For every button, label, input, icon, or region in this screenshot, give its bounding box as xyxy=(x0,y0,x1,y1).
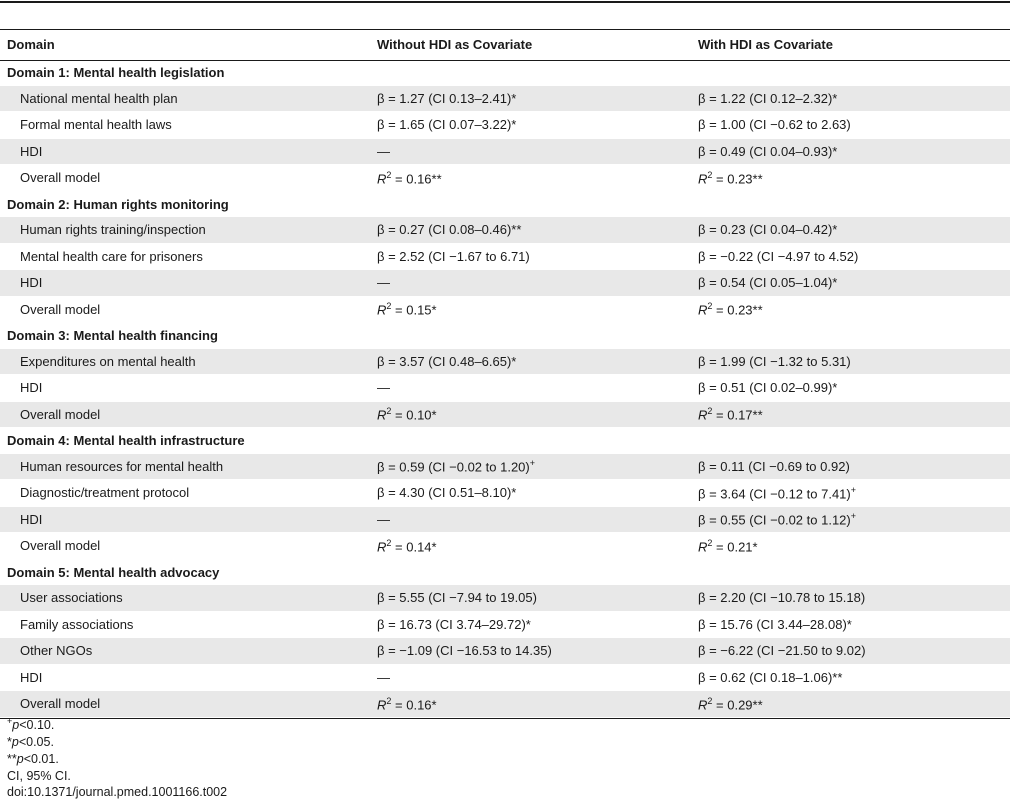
value-with-hdi: β = 0.49 (CI 0.04–0.93)* xyxy=(698,138,1010,165)
row-label: Formal mental health laws xyxy=(0,112,377,139)
value-with-hdi: β = 15.76 (CI 3.44–28.08)* xyxy=(698,611,1010,638)
value-without-hdi: — xyxy=(377,270,698,297)
row-label: HDI xyxy=(0,375,377,402)
value-without-hdi: $R^2 = 0.16*$ xyxy=(377,691,698,718)
table-row xyxy=(0,664,1010,691)
value-with-hdi: β = 0.62 (CI 0.18–1.06)** xyxy=(698,664,1010,691)
table-row xyxy=(0,217,1010,243)
row-label: Human rights training/inspection xyxy=(0,217,377,243)
value-without-hdi: β = 16.73 (CI 3.74–29.72)* xyxy=(377,611,698,638)
value-without-hdi: — xyxy=(377,375,698,402)
table-row xyxy=(0,165,1010,192)
row-label: Family associations xyxy=(0,611,377,638)
row-label: National mental health plan xyxy=(0,86,377,112)
row-label: Overall model xyxy=(0,296,377,323)
footnotes xyxy=(7,713,227,801)
table-row xyxy=(0,454,1010,480)
row-label: User associations xyxy=(0,585,377,611)
domain-title: Domain 3: Mental health financing xyxy=(7,328,218,344)
domain-title: Domain 1: Mental health legislation xyxy=(7,65,225,81)
header-domain: Domain xyxy=(7,37,55,52)
table-row xyxy=(0,349,1010,375)
table-row xyxy=(0,638,1010,665)
row-label: HDI xyxy=(0,138,377,165)
table-header-row xyxy=(0,29,1010,60)
value-with-hdi: β = 2.20 (CI −10.78 to 15.18) xyxy=(698,585,1010,611)
value-with-hdi: β = 1.99 (CI −1.32 to 5.31) xyxy=(698,349,1010,375)
row-label: Overall model xyxy=(0,165,377,192)
table-row xyxy=(0,533,1010,560)
domain-row-2 xyxy=(0,191,1010,217)
value-with-hdi: β = −6.22 (CI −21.50 to 9.02) xyxy=(698,638,1010,665)
footnote-p010: +p<0.10. xyxy=(7,716,55,733)
table-row xyxy=(0,86,1010,112)
domain-row-1 xyxy=(0,60,1010,86)
table-row xyxy=(0,243,1010,270)
value-with-hdi: β = −0.22 (CI −4.97 to 4.52) xyxy=(698,243,1010,270)
table-row xyxy=(0,401,1010,428)
row-label: Other NGOs xyxy=(0,638,377,665)
footnote-doi: doi:10.1371/journal.pmed.1001166.t002 xyxy=(7,785,228,800)
value-with-hdi: $R^2 = 0.23**$ xyxy=(698,165,1010,192)
value-with-hdi: β = 0.55 (CI −0.02 to 1.12)+ xyxy=(698,506,1010,533)
footnote-ci: CI, 95% CI. xyxy=(7,768,71,783)
table-row xyxy=(0,611,1010,638)
row-label: Expenditures on mental health xyxy=(0,349,377,375)
value-without-hdi: β = −1.09 (CI −16.53 to 14.35) xyxy=(377,638,698,665)
header-with-hdi: With HDI as Covariate xyxy=(698,37,833,52)
value-without-hdi: β = 2.52 (CI −1.67 to 6.71) xyxy=(377,243,698,270)
results-table xyxy=(0,29,1010,718)
value-with-hdi: β = 3.64 (CI −0.12 to 7.41)+ xyxy=(698,480,1010,507)
value-with-hdi: $R^2 = 0.17**$ xyxy=(698,401,1010,428)
footnote-p005: *p<0.05. xyxy=(7,734,54,749)
value-without-hdi: β = 1.27 (CI 0.13–2.41)* xyxy=(377,86,698,112)
table-row xyxy=(0,296,1010,323)
value-without-hdi: — xyxy=(377,664,698,691)
row-label: HDI xyxy=(0,506,377,533)
value-with-hdi: β = 0.54 (CI 0.05–1.04)* xyxy=(698,270,1010,297)
table-row xyxy=(0,585,1010,611)
value-with-hdi: $R^2 = 0.21*$ xyxy=(698,533,1010,560)
table-top-rule xyxy=(0,1,1010,3)
value-without-hdi: β = 0.27 (CI 0.08–0.46)** xyxy=(377,217,698,243)
table-row xyxy=(0,270,1010,297)
value-with-hdi: β = 1.22 (CI 0.12–2.32)* xyxy=(698,86,1010,112)
row-label: HDI xyxy=(0,664,377,691)
footnote-p001: **p<0.01. xyxy=(7,751,59,766)
value-without-hdi: β = 5.55 (CI −7.94 to 19.05) xyxy=(377,585,698,611)
table-row xyxy=(0,138,1010,165)
value-with-hdi: β = 1.00 (CI −0.62 to 2.63) xyxy=(698,112,1010,139)
row-label: Mental health care for prisoners xyxy=(0,243,377,270)
value-with-hdi: $R^2 = 0.29**$ xyxy=(698,691,1010,718)
value-with-hdi: β = 0.11 (CI −0.69 to 0.92) xyxy=(698,454,1010,480)
row-label: Overall model xyxy=(0,691,377,718)
table-row xyxy=(0,480,1010,507)
value-without-hdi: $R^2 = 0.14*$ xyxy=(377,533,698,560)
value-without-hdi: $R^2 = 0.15*$ xyxy=(377,296,698,323)
value-without-hdi: β = 4.30 (CI 0.51–8.10)* xyxy=(377,480,698,507)
value-without-hdi: $R^2 = 0.16**$ xyxy=(377,165,698,192)
table-row xyxy=(0,112,1010,139)
value-with-hdi: $R^2 = 0.23**$ xyxy=(698,296,1010,323)
domain-row-3 xyxy=(0,323,1010,349)
value-without-hdi: β = 0.59 (CI −0.02 to 1.20)+ xyxy=(377,454,698,480)
row-label: Overall model xyxy=(0,533,377,560)
domain-title: Domain 4: Mental health infrastructure xyxy=(7,433,245,449)
value-with-hdi: β = 0.23 (CI 0.04–0.42)* xyxy=(698,217,1010,243)
value-without-hdi: — xyxy=(377,506,698,533)
row-label: Human resources for mental health xyxy=(0,454,377,480)
domain-row-4 xyxy=(0,428,1010,454)
value-without-hdi: $R^2 = 0.10*$ xyxy=(377,401,698,428)
row-label: Diagnostic/treatment protocol xyxy=(0,480,377,507)
domain-title: Domain 5: Mental health advocacy xyxy=(7,564,220,580)
value-without-hdi: — xyxy=(377,138,698,165)
row-label: Overall model xyxy=(0,401,377,428)
domain-title: Domain 2: Human rights monitoring xyxy=(7,196,229,212)
header-without-hdi: Without HDI as Covariate xyxy=(377,37,533,52)
row-label: HDI xyxy=(0,270,377,297)
domain-row-5 xyxy=(0,559,1010,585)
table-row xyxy=(0,375,1010,402)
value-without-hdi: β = 3.57 (CI 0.48–6.65)* xyxy=(377,349,698,375)
table-body xyxy=(0,60,1010,717)
value-with-hdi: β = 0.51 (CI 0.02–0.99)* xyxy=(698,375,1010,402)
value-without-hdi: β = 1.65 (CI 0.07–3.22)* xyxy=(377,112,698,139)
table-row xyxy=(0,506,1010,533)
